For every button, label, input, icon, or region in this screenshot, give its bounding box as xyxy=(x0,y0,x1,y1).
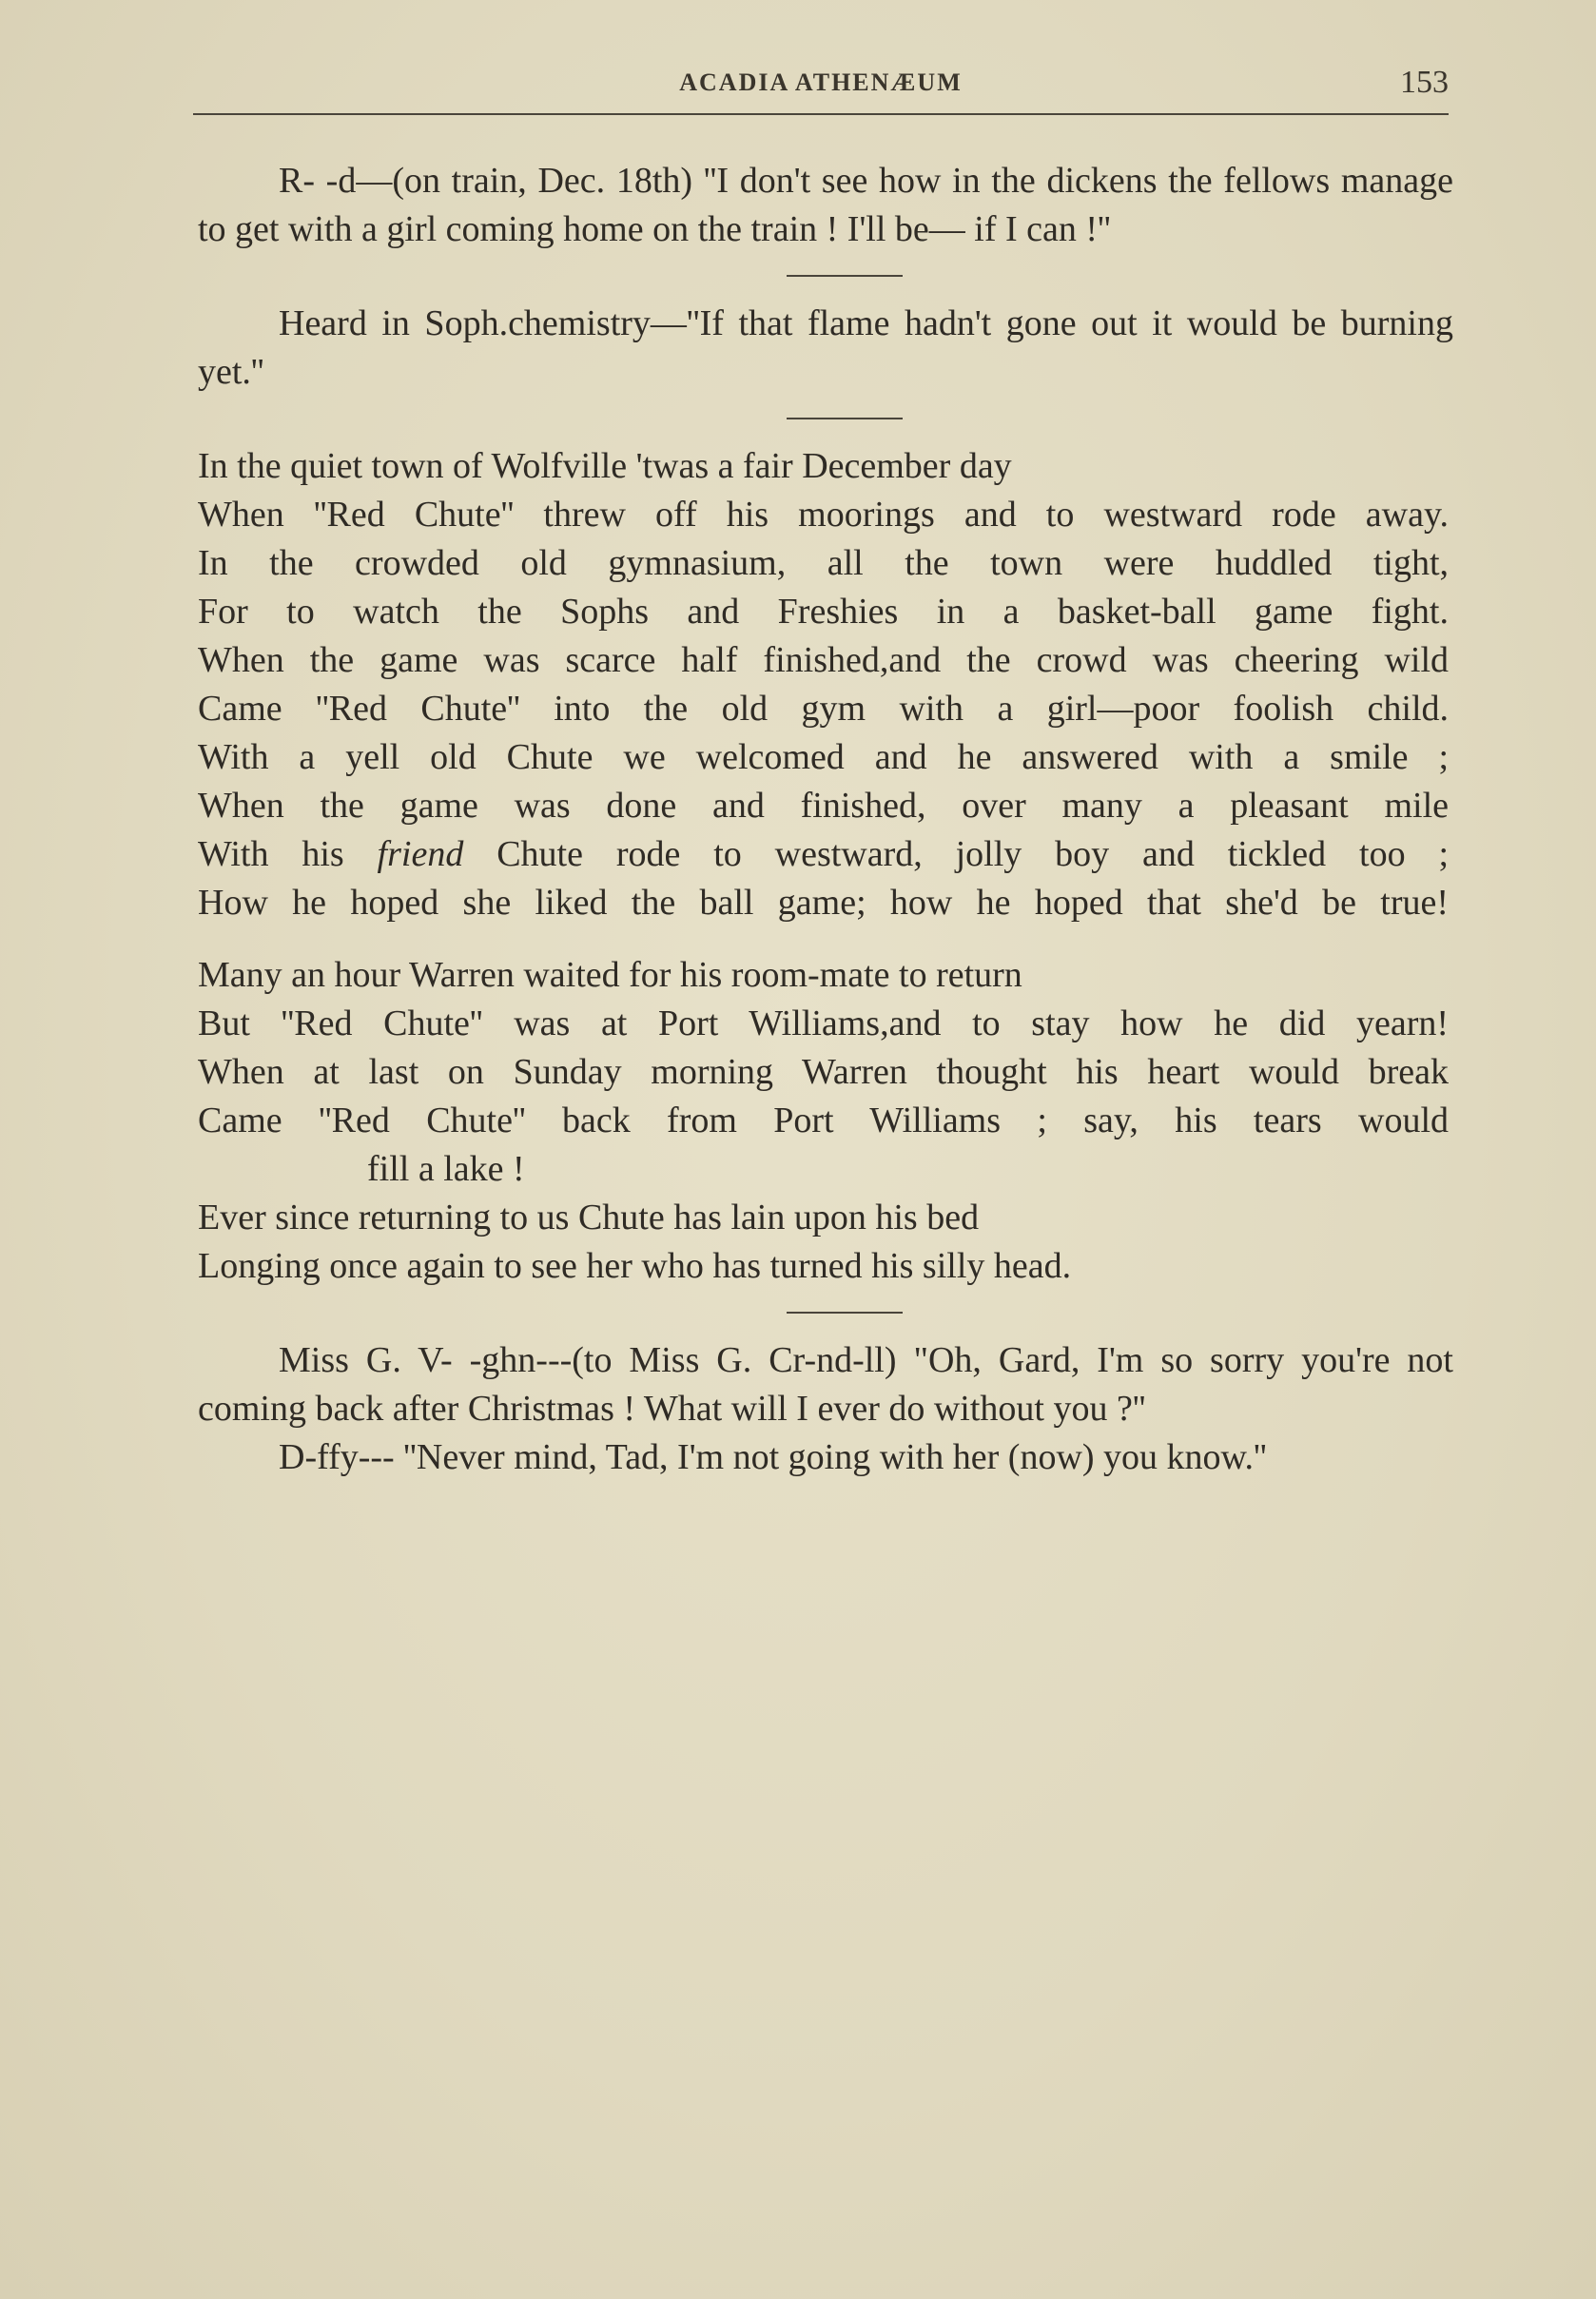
poem-stanza-1 xyxy=(198,442,1453,927)
poem-italic-word: friend xyxy=(377,834,464,874)
poem-line: When ''Red Chute'' threw off his moorings and to westward rode away. xyxy=(198,495,1449,535)
poem-line: Many an hour Warren waited for his room-mate to return xyxy=(198,955,1022,995)
item-train-quote: R- -d—(on train, Dec. 18th) ''I don't see how in the dickens the fellows manage to get with a girl coming home on the train ! I'll be— if I can !'' xyxy=(198,161,1453,249)
poem-line: In the quiet town of Wolfville 'twas a fair December day xyxy=(198,446,1012,486)
poem-line: Came ''Red Chute'' into the old gym with a girl—poor foolish child. xyxy=(198,689,1449,729)
stanza-gap xyxy=(198,927,1453,951)
item-vaughn-quote: Miss G. V- -ghn---(to Miss G. Cr-nd-ll) "Oh, Gard, I'm so sorry you're not coming back after Christmas ! What will I ever do without you ?'' xyxy=(198,1340,1453,1429)
poem-line: For to watch the Sophs and Freshies in a basket-ball game fight. xyxy=(198,592,1449,632)
item-duffy-quote: D-ffy--- ''Never mind, Tad, I'm not going with her (now) you know.'' xyxy=(279,1437,1267,1477)
poem-stanza-2 xyxy=(198,951,1453,1291)
separator-rule xyxy=(787,418,903,419)
poem-line: Longing once again to see her who has turned his silly head. xyxy=(198,1246,1072,1286)
poem-line: When the game was done and finished, over many a pleasant mile xyxy=(198,786,1449,826)
poem-text: With his xyxy=(198,834,378,874)
page-content xyxy=(198,157,1453,1482)
poem-line: Came ''Red Chute'' back from Port Williams ; say, his tears would xyxy=(198,1101,1449,1140)
item-chemistry-quote: Heard in Soph.chemistry—''If that flame hadn't gone out it would be burning yet.'' xyxy=(198,303,1453,392)
poem-line xyxy=(198,830,1449,879)
separator-rule xyxy=(787,275,903,277)
poem-text: Chute rode to westward, jolly boy and tickled too ; xyxy=(463,834,1449,874)
running-header xyxy=(193,65,1449,114)
poem-line: But ''Red Chute'' was at Port Williams,and to stay how he did yearn! xyxy=(198,1003,1449,1043)
poem-line: When at last on Sunday morning Warren thought his heart would break xyxy=(198,1052,1449,1092)
journal-title: ACADIA ATHENÆUM xyxy=(679,68,963,96)
poem-line: With a yell old Chute we welcomed and he answered with a smile ; xyxy=(198,737,1449,777)
poem-line: When the game was scarce half finished,and the crowd was cheering wild xyxy=(198,640,1449,680)
poem-line: How he hoped she liked the ball game; how he hoped that she'd be true! xyxy=(198,883,1449,923)
separator-rule xyxy=(787,1312,903,1314)
poem-line: Ever since returning to us Chute has lain upon his bed xyxy=(198,1198,980,1237)
page-number: 153 xyxy=(1400,65,1449,100)
poem-line: In the crowded old gymnasium, all the town were huddled tight, xyxy=(198,543,1449,583)
poem-line-continuation: fill a lake ! xyxy=(367,1149,525,1189)
header-rule xyxy=(193,113,1449,115)
